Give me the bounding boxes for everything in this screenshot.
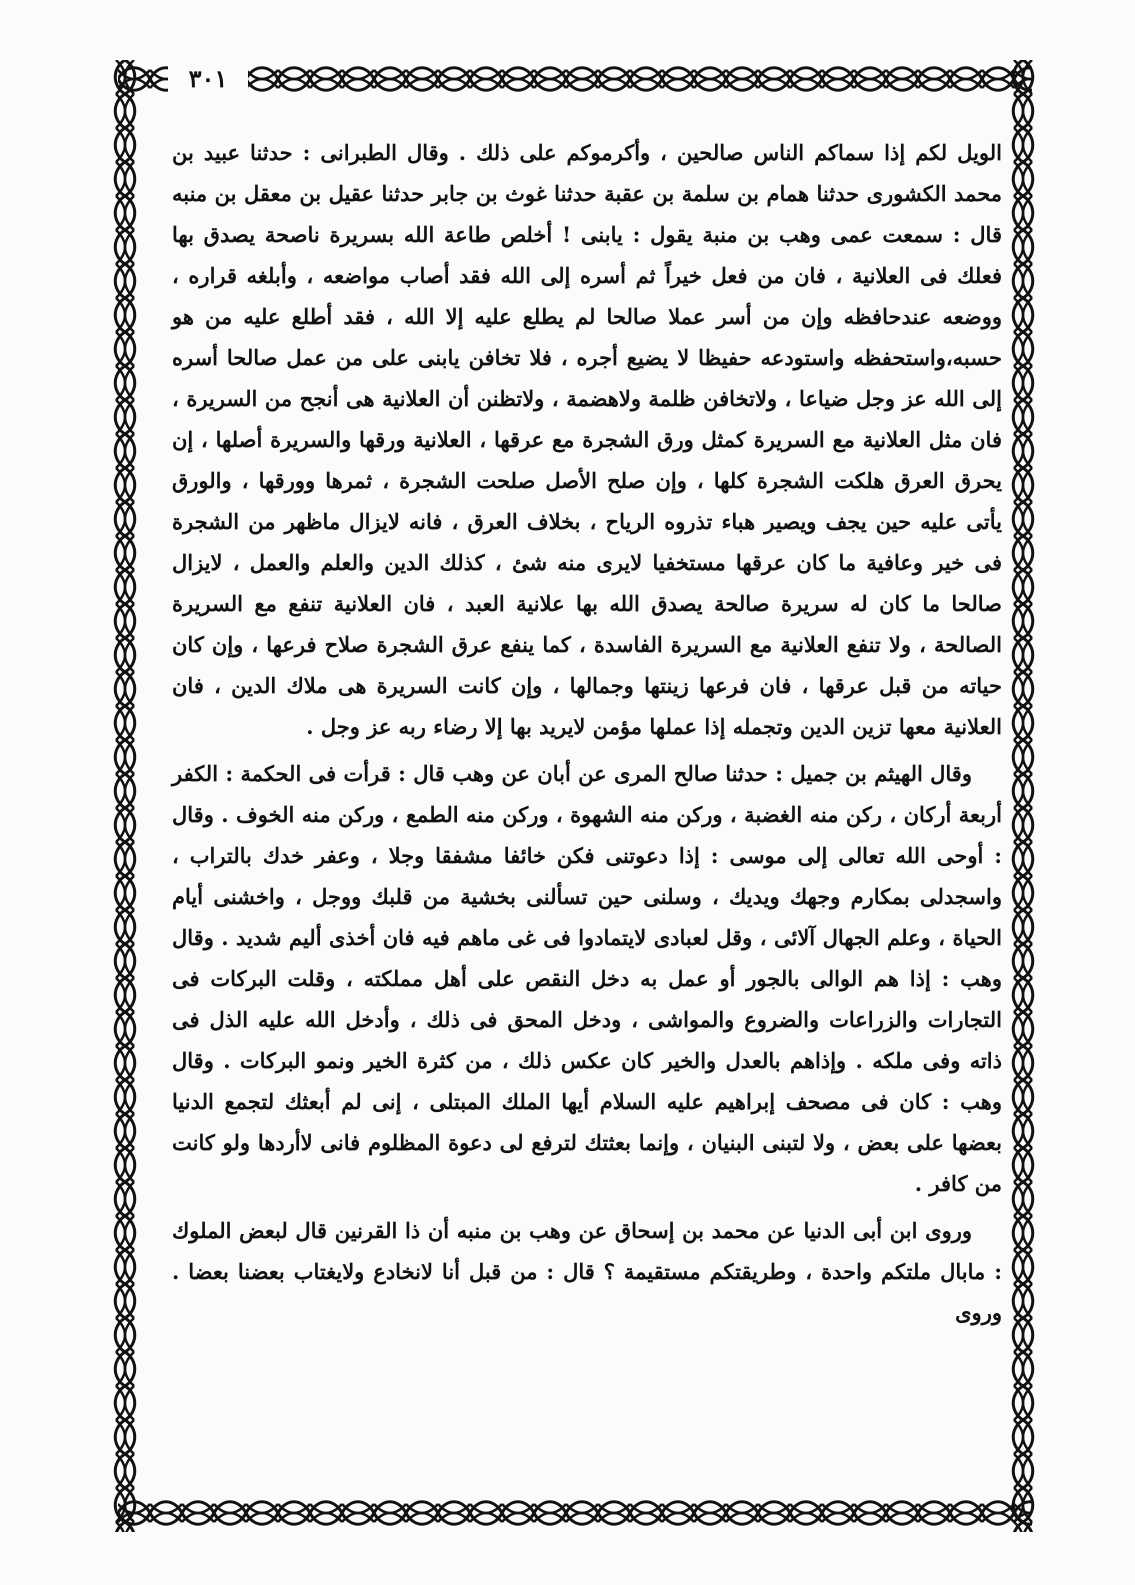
paragraph-1: الويل لكم إذا سماكم الناس صالحين ، وأكرموكم على ذلك . وقال الطبرانى : حدثنا عبيد بن محمد الكشورى حدثنا همام بن سلمة بن عقبة حدثنا غوث بن جابر حدثنا عقيل بن معقل بن منبه قال : سمعت عمى وهب بن منبة يقول : يابنى ! أخلص طاعة الله بسريرة ناصحة يصدق بها فعلك فى العلانية ، فان من فعل خيراً ثم أسره إلى الله فقد أصاب مواضعه ، وأبلغه قراره ، ووضعه عندحافظه وإن من أسر عملا صالحا لم يطلع عليه إلا الله ، فقد أطلع عليه من هو حسبه،واستحفظه واستودعه حفيظا لا يضيع أجره ، فلا تخافن يابنى على من عمل صالحا أسره إلى الله عز وجل ضياعا ، ولاتخافن ظلمة ولاهضمة ، ولاتظنن أن العلانية هى أنجح من السريرة ، فان مثل العلانية مع السريرة كمثل ورق الشجرة مع عرقها ، العلانية ورقها والسريرة أصلها ، إن يحرق العرق هلكت الشجرة كلها ، وإن صلح الأصل صلحت الشجرة ، ثمرها وورقها ، والورق يأتى عليه حين يجف ويصير هباء تذروه الرياح ، بخلاف العرق ، فانه لايزال ماظهر من الشجرة فى خير وعافية ما كان عرقها مستخفيا لايرى منه شئ ، كذلك الدين والعلم والعمل ، لايزال صالحا ما كان له سريرة صالحة يصدق الله بها علانية العبد ، فان العلانية تنفع مع السريرة الصالحة ، ولا تنفع العلانية مع السريرة الفاسدة ، كما ينفع عرق الشجرة صلاح فرعها ، وإن كان حياته من قبل عرقها ، فان فرعها زينتها وجمالها ، وإن كانت السريرة هى ملاك الدين ، فان العلانية معها تزين الدين وتجمله إذا عملها مؤمن لايريد بها إلا رضاء ربه عز وجل . xyxy=(172,140,1002,739)
top-ornamental-border xyxy=(118,60,1032,98)
text-body xyxy=(172,132,1002,1482)
left-ornamental-border xyxy=(110,60,140,1532)
page-number: ٣٠١ xyxy=(168,62,248,96)
right-ornamental-border xyxy=(1008,60,1038,1532)
bottom-ornamental-border xyxy=(118,1494,1032,1532)
paragraph-2: وقال الهيثم بن جميل : حدثنا صالح المرى عن أبان عن وهب قال : قرأت فى الحكمة : الكفر أربعة أركان ، ركن منه الغضبة ، وركن منه الشهوة ، وركن منه الطمع ، وركن منه الخوف . وقال : أوحى الله تعالى إلى موسى : إذا دعوتنى فكن خائفا مشفقا وجلا ، وعفر خدك بالتراب ، واسجدلى بمكارم وجهك ويديك ، وسلنى حين تسألنى بخشية من قلبك ووجل ، واخشنى أيام الحياة ، وعلم الجهال آلائى ، وقل لعبادى لايتمادوا فى غى ماهم فيه فان أخذى أليم شديد . وقال وهب : إذا هم الوالى بالجور أو عمل به دخل النقص على أهل مملكته ، وقلت البركات فى التجارات والزراعات والضروع والمواشى ، ودخل المحق فى ذلك ، وأدخل الله عليه الذل فى ذاته وفى ملكه . وإذاهم بالعدل والخير كان عكس ذلك ، من كثرة الخير ونمو البركات . وقال وهب : كان فى مصحف إبراهيم عليه السلام أيها الملك المبتلى ، إنى لم أبعثك لتجمع الدنيا بعضها على بعض ، ولا لتبنى البنيان ، وإنما بعثتك لترفع لى دعوة المظلوم فانى لاأردها ولو كانت من كافر . xyxy=(172,761,1002,1196)
paragraph-3: وروى ابن أبى الدنيا عن محمد بن إسحاق عن وهب بن منبه أن ذا القرنين قال لبعض الملوك : مابال ملتكم واحدة ، وطريقتكم مستقيمة ؟ قال : من قبل أنا لانخادع ولايغتاب بعضنا بعضا . وروى xyxy=(172,1218,1002,1325)
